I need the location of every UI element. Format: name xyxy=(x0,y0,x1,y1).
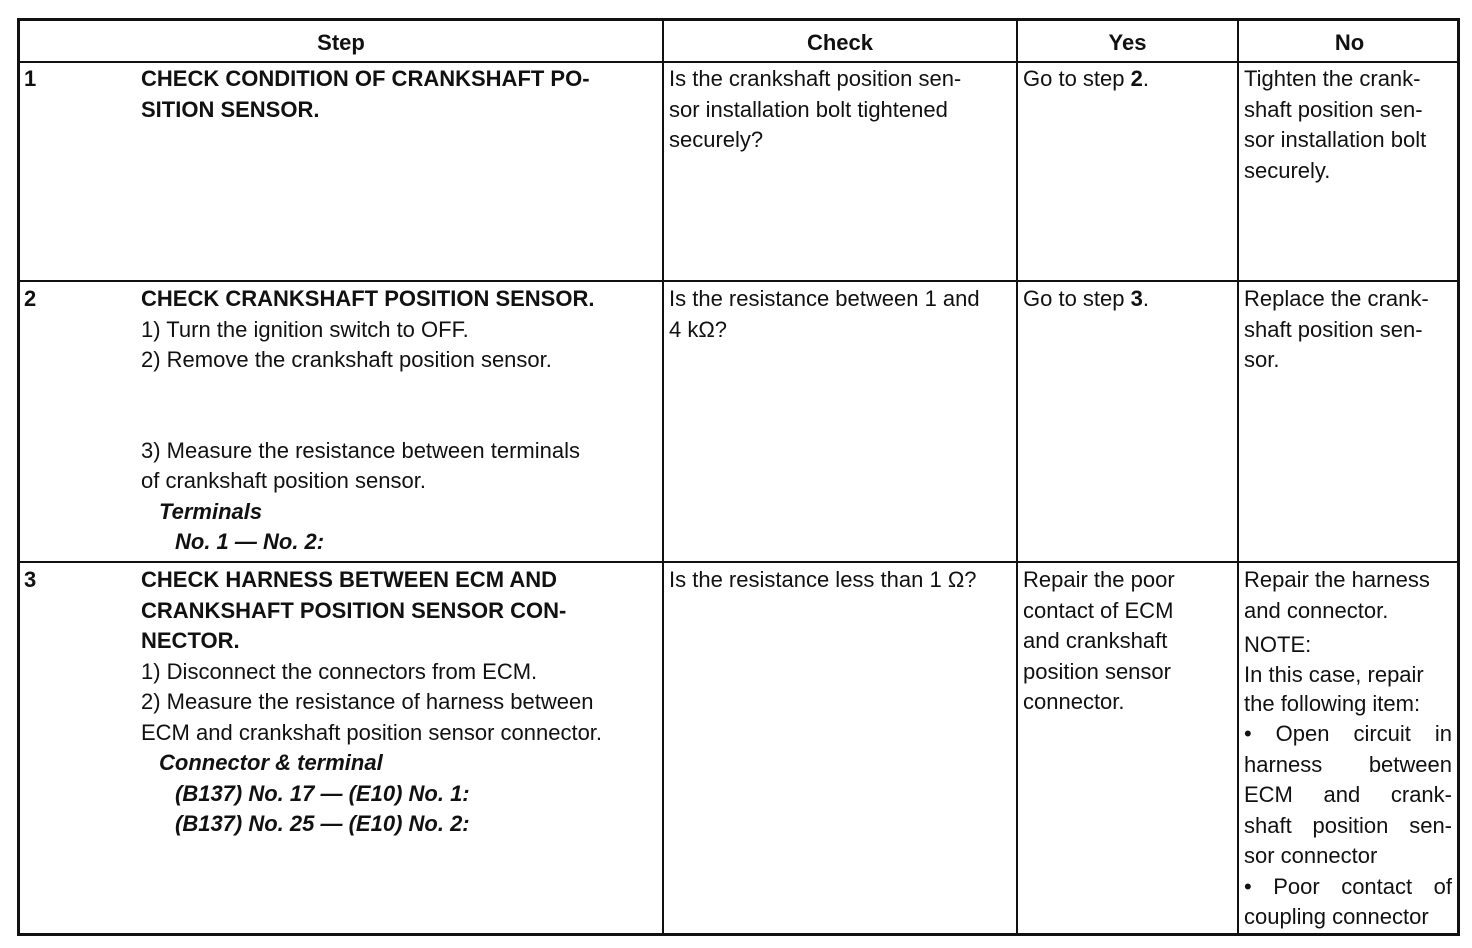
note-text: sor connector xyxy=(1244,843,1378,868)
step-title: CHECK HARNESS BETWEEN ECM AND xyxy=(141,567,557,592)
note-text: • Poor contact of xyxy=(1244,873,1452,899)
header-check: Check xyxy=(806,30,874,55)
note-text: • Open circuit in xyxy=(1244,721,1452,746)
yes-cell: Repair the poor contact of ECM and crankshaft position sensor connector. xyxy=(1023,567,1175,714)
step-reference: 3 xyxy=(1130,286,1143,311)
step-cell xyxy=(141,565,602,840)
no-cell: Replace the crank- shaft position sen- sor. xyxy=(1244,286,1429,372)
step-title: NECTOR. xyxy=(141,628,240,653)
substep: 2) Remove the crankshaft position sensor. xyxy=(141,347,552,372)
header-no: No xyxy=(1334,30,1365,55)
column-divider xyxy=(662,21,664,933)
spec-value: No. 1 — No. 2: xyxy=(175,529,325,554)
row-divider xyxy=(20,280,1457,282)
substep: of crankshaft position sensor. xyxy=(141,468,426,493)
substep: 3) Measure the resistance between terminals xyxy=(141,437,580,463)
spec-value: (B137) No. 17 — (E10) No. 1: xyxy=(175,780,470,806)
header-step: Step xyxy=(317,30,365,55)
column-divider xyxy=(1237,21,1239,933)
substep: 2) Measure the resistance of harness between xyxy=(141,689,594,714)
row-divider xyxy=(20,561,1457,563)
note-text: shaft position sen- xyxy=(1244,812,1452,838)
step-title: CHECK CRANKSHAFT POSITION SENSOR. xyxy=(141,286,595,311)
step-reference: 2 xyxy=(1130,66,1143,91)
substep: 1) Disconnect the connectors from ECM. xyxy=(141,658,538,684)
spec-label: Connector & terminal xyxy=(159,750,383,775)
substep: 1) Turn the ignition switch to OFF. xyxy=(141,316,469,342)
diagnostic-table xyxy=(17,18,1460,936)
step-number: 3 xyxy=(24,567,37,592)
spec-value: (B137) No. 25 — (E10) No. 2: xyxy=(175,811,470,836)
step-title: CHECK CONDITION OF CRANKSHAFT PO- SITION SENSOR. xyxy=(141,66,590,122)
step-number: 1 xyxy=(24,66,37,91)
note-label: NOTE: xyxy=(1244,632,1312,657)
yes-cell: Go to step 2. xyxy=(1023,66,1149,91)
check-cell: Is the resistance between 1 and 4 kΩ? xyxy=(669,286,980,342)
note-text: In this case, repair xyxy=(1244,661,1424,687)
yes-cell: Go to step 3. xyxy=(1023,286,1149,311)
step-number: 2 xyxy=(24,286,37,311)
no-cell: Repair the harness and connector. NOTE: In this case, repair the following item: • Open circuit in harness between ECM and crank- shaft position sen- sor connector • Poor contact of coupling connector xyxy=(1244,565,1452,933)
note-text: harness between xyxy=(1244,751,1452,777)
step-title: CRANKSHAFT POSITION SENSOR CON- xyxy=(141,597,567,623)
check-cell: Is the crankshaft position sen- sor installation bolt tightened securely? xyxy=(669,66,962,152)
step-cell xyxy=(141,284,594,558)
note-text: coupling connector xyxy=(1244,904,1429,929)
note-text: ECM and crank- xyxy=(1244,782,1452,807)
header-yes: Yes xyxy=(1108,30,1147,55)
no-cell: Tighten the crank- shaft position sen- sor installation bolt securely. xyxy=(1244,66,1427,183)
note-text: the following item: xyxy=(1244,690,1421,716)
check-cell: Is the resistance less than 1 Ω? xyxy=(669,567,977,592)
spec-label: Terminals xyxy=(159,498,263,524)
substep: ECM and crankshaft position sensor connector. xyxy=(141,719,603,745)
column-divider xyxy=(1016,21,1018,933)
